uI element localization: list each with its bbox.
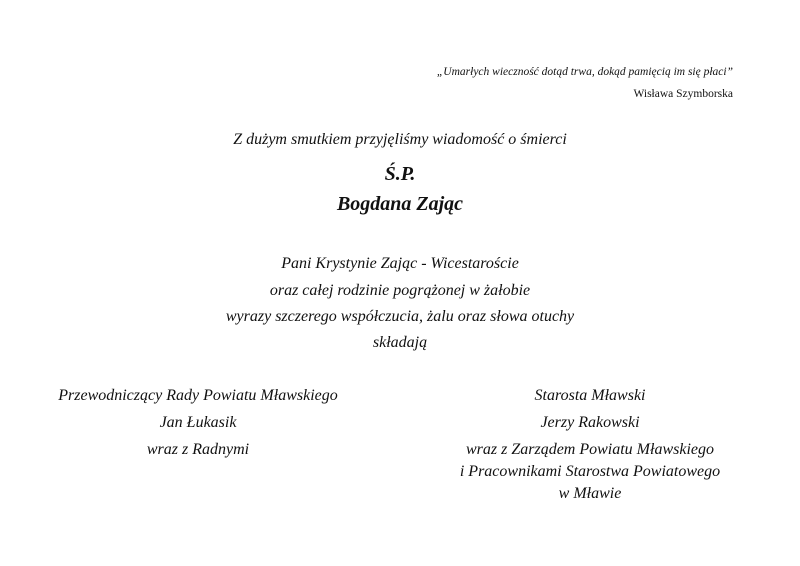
right-signatory-with (425, 439, 755, 505)
left-signatory-name: Jan Łukasik (159, 414, 237, 431)
left-signatory-with: wraz z Radnymi (146, 441, 250, 458)
condolence-line-2: oraz całej rodzinie pogrążonej w żałobie (269, 282, 531, 299)
right-signatory-title: Starosta Mławski (534, 387, 646, 404)
announcement-intro: Z dużym smutkiem przyjęliśmy wiadomość o śmierci (233, 131, 567, 148)
honorific: Ś.P. (384, 163, 416, 185)
quote-author: Wisława Szymborska (633, 88, 733, 100)
condolence-line-3: wyrazy szczerego współczucia, żalu oraz słowa otuchy (225, 308, 575, 325)
deceased-name: Bogdana Zając (336, 193, 464, 215)
quote-text: „Umarłych wieczność dotąd trwa, dokąd pamięcią im się płaci” (436, 66, 733, 78)
left-signatory-title: Przewodniczący Rady Powiatu Mławskiego (58, 387, 338, 404)
right-signatory-with-line-1: wraz z Zarządem Powiatu Mławskiego (465, 441, 714, 458)
right-signatory-name: Jerzy Rakowski (540, 414, 640, 431)
condolence-line-4: składają (372, 334, 428, 351)
condolence-line-1: Pani Krystynie Zając - Wicestaroście (281, 255, 519, 272)
right-signatory-with-line-2: i Pracownikami Starostwa Powiatowego (459, 463, 721, 480)
right-signatory-with-line-3: w Mławie (558, 485, 622, 502)
